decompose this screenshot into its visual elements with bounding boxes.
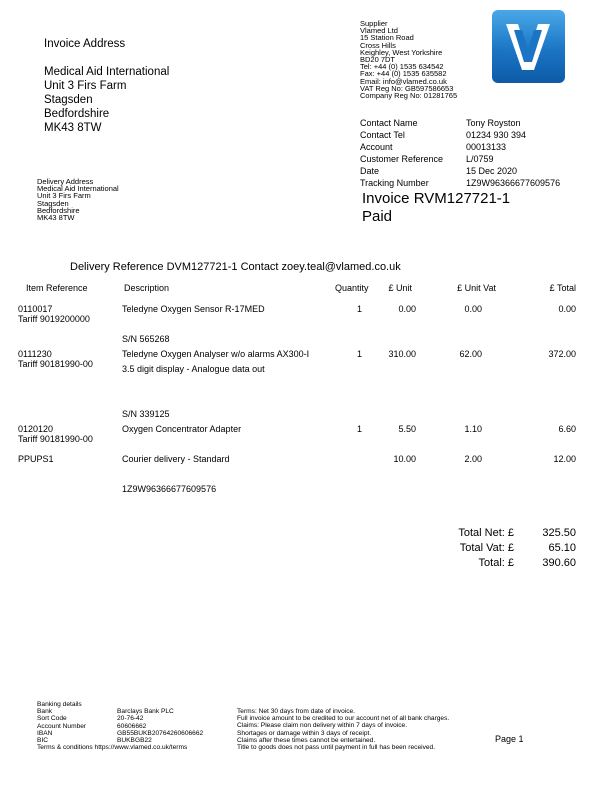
- invoice-address-line: Bedfordshire: [44, 108, 110, 120]
- terms-line: Title to goods does not pass until payment in full has been received.: [237, 744, 436, 752]
- bank-value: 60606662: [117, 722, 147, 730]
- supplier-line: Vlamed Ltd: [360, 26, 398, 36]
- item-serial: S/N 339125: [122, 409, 170, 419]
- invoice-address-line: MK43 8TW: [44, 122, 102, 134]
- contact-label: Contact Name: [360, 118, 418, 128]
- col-header-item: Item Reference: [26, 283, 88, 293]
- item-reference: 0120120: [18, 424, 54, 434]
- item-quantity: 1: [356, 349, 362, 359]
- supplier-line: VAT Reg No: GB597586653: [360, 83, 454, 93]
- total-vat-value: 65.10: [548, 542, 576, 554]
- terms-line: Claims: Please claim non delivery within 7 days of invoice.: [237, 722, 408, 730]
- bank-row: [37, 737, 187, 744]
- v-logo-icon: [492, 10, 565, 83]
- contact-value: L/0759: [466, 154, 494, 164]
- col-header-unit-vat: £ Unit Vat: [457, 283, 496, 293]
- supplier-line: Fax: +44 (0) 1535 635582: [360, 69, 447, 79]
- bank-value: Barclays Bank PLC: [117, 708, 174, 716]
- bank-value: BUKBGB22: [117, 736, 152, 744]
- terms-link[interactable]: Terms & conditions https://www.vlamed.co.uk/terms: [37, 744, 188, 752]
- total-net-label: Total Net: £: [458, 527, 514, 539]
- invoice-address-line: Medical Aid International: [44, 66, 170, 78]
- supplier-line: Tel: +44 (0) 1535 634542: [360, 62, 444, 72]
- item-tariff: Tariff 90181990-00: [18, 434, 93, 444]
- terms-line: Terms: Net 30 days from date of invoice.: [237, 708, 356, 715]
- delivery-address-line: MK43 8TW: [37, 213, 75, 223]
- contact-label: Customer Reference: [360, 154, 444, 164]
- contact-value: 15 Dec 2020: [466, 166, 518, 176]
- supplier-line: Supplier: [360, 19, 388, 28]
- col-header-description: Description: [124, 283, 170, 293]
- item-tariff: Tariff 90181990-00: [18, 359, 93, 369]
- item-quantity: 1: [356, 304, 362, 314]
- bank-row: [37, 723, 187, 730]
- supplier-line: BD20 7DT: [360, 55, 396, 65]
- page-number: Page 1: [495, 734, 524, 744]
- delivery-reference: Delivery Reference DVM127721-1 Contact zoey.teal@vlamed.co.uk: [70, 261, 401, 273]
- total-vat-label: Total Vat: £: [459, 542, 514, 554]
- supplier-line: Email: info@vlamed.co.uk: [360, 76, 447, 86]
- terms-line: Shortages or damage within 3 days of receipt.: [237, 729, 372, 737]
- contact-row: [360, 178, 590, 190]
- item-quantity: 1: [356, 424, 362, 434]
- bank-row: [37, 708, 187, 715]
- company-logo: [492, 10, 565, 83]
- item-unit-vat: 2.00: [464, 454, 482, 464]
- supplier-line: 15 Station Road: [360, 33, 414, 43]
- item-unit: 5.50: [398, 424, 416, 434]
- item-unit-vat: 62.00: [459, 349, 482, 359]
- item-total: 12.00: [553, 454, 576, 464]
- item-unit: 0.00: [398, 304, 416, 314]
- delivery-address-line: Stagsden: [37, 198, 69, 208]
- col-header-total: £ Total: [549, 283, 576, 293]
- delivery-address-line: Unit 3 Firs Farm: [37, 191, 91, 201]
- item-unit: 10.00: [393, 454, 416, 464]
- bank-row: [37, 729, 204, 737]
- item-unit-vat: 1.10: [464, 424, 482, 434]
- invoice-address-heading: Invoice Address: [44, 38, 126, 50]
- terms-line: Claims after these times cannot be entertained.: [237, 736, 376, 744]
- contact-row: [360, 166, 590, 178]
- invoice-address: [44, 65, 169, 135]
- supplier-block: [360, 20, 457, 99]
- col-header-unit: £ Unit: [388, 283, 412, 293]
- item-description: Courier delivery - Standard: [122, 454, 230, 464]
- delivery-address-line: Delivery Address: [37, 177, 94, 186]
- banking-heading: Banking details: [37, 701, 82, 708]
- item-unit: 310.00: [388, 349, 416, 359]
- bank-label: BIC: [37, 736, 48, 744]
- invoice-address-line: Unit 3 Firs Farm: [44, 80, 127, 92]
- bank-value: GB55BUKB20764260606662: [117, 729, 204, 737]
- contact-row: [360, 130, 590, 142]
- supplier-line: Keighley, West Yorkshire: [360, 47, 443, 57]
- contact-row: [360, 142, 590, 154]
- invoice-address-line: Stagsden: [44, 94, 93, 106]
- item-description: Teledyne Oxygen Analyser w/o alarms AX300-I: [122, 349, 310, 359]
- contact-value: 00013133: [466, 142, 507, 152]
- invoice-title: Invoice RVM127721-1: [362, 190, 511, 207]
- tracking-note: 1Z9W96366677609576: [122, 484, 217, 494]
- contact-label: Contact Tel: [360, 130, 405, 140]
- supplier-line: Company Reg No: 01281765: [360, 91, 458, 101]
- supplier-line: Cross Hills: [360, 40, 396, 50]
- item-serial: S/N 565268: [122, 334, 170, 344]
- item-description: Oxygen Concentrator Adapter: [122, 424, 242, 434]
- item-reference: 0110017: [18, 304, 53, 314]
- item-unit-vat: 0.00: [464, 304, 482, 314]
- invoice-status: Paid: [362, 208, 393, 225]
- bank-label: Bank: [37, 708, 53, 716]
- item-description-extra: 3.5 digit display - Analogue data out: [122, 364, 265, 374]
- bank-label: Sort Code: [37, 715, 67, 723]
- total-net-value: 325.50: [542, 527, 576, 539]
- contact-row: [360, 118, 590, 130]
- item-total: 6.60: [558, 424, 576, 434]
- contact-row: [360, 154, 590, 166]
- bank-row: [37, 715, 187, 722]
- contact-value: 1Z9W96366677609576: [466, 178, 561, 188]
- contact-value: Tony Royston: [466, 118, 521, 128]
- delivery-address: [37, 178, 119, 221]
- bank-label: IBAN: [37, 729, 53, 737]
- contact-label: Account: [360, 142, 393, 152]
- contact-label: Tracking Number: [360, 178, 429, 188]
- banking-details: [37, 701, 204, 752]
- total-label: Total: £: [478, 557, 514, 569]
- contact-label: Date: [360, 166, 380, 176]
- item-reference: PPUPS1: [18, 454, 54, 464]
- item-description: Teledyne Oxygen Sensor R-17MED: [122, 304, 265, 314]
- item-total: 0.00: [558, 304, 576, 314]
- col-header-quantity: Quantity: [335, 283, 369, 293]
- bank-value: 20-76-42: [117, 715, 144, 723]
- bank-label: Account Number: [37, 722, 87, 730]
- item-tariff: Tariff 9019200000: [18, 314, 90, 324]
- total-value: 390.60: [542, 557, 576, 569]
- item-reference: 0111230: [18, 349, 52, 359]
- contact-value: 01234 930 394: [466, 130, 527, 140]
- terms-block: [237, 708, 449, 751]
- item-total: 372.00: [548, 349, 576, 359]
- delivery-address-line: Medical Aid International: [37, 184, 119, 194]
- terms-line: Full invoice amount to be credited to our account net of all bank charges.: [237, 715, 450, 723]
- delivery-address-line: Bedfordshire: [37, 205, 80, 215]
